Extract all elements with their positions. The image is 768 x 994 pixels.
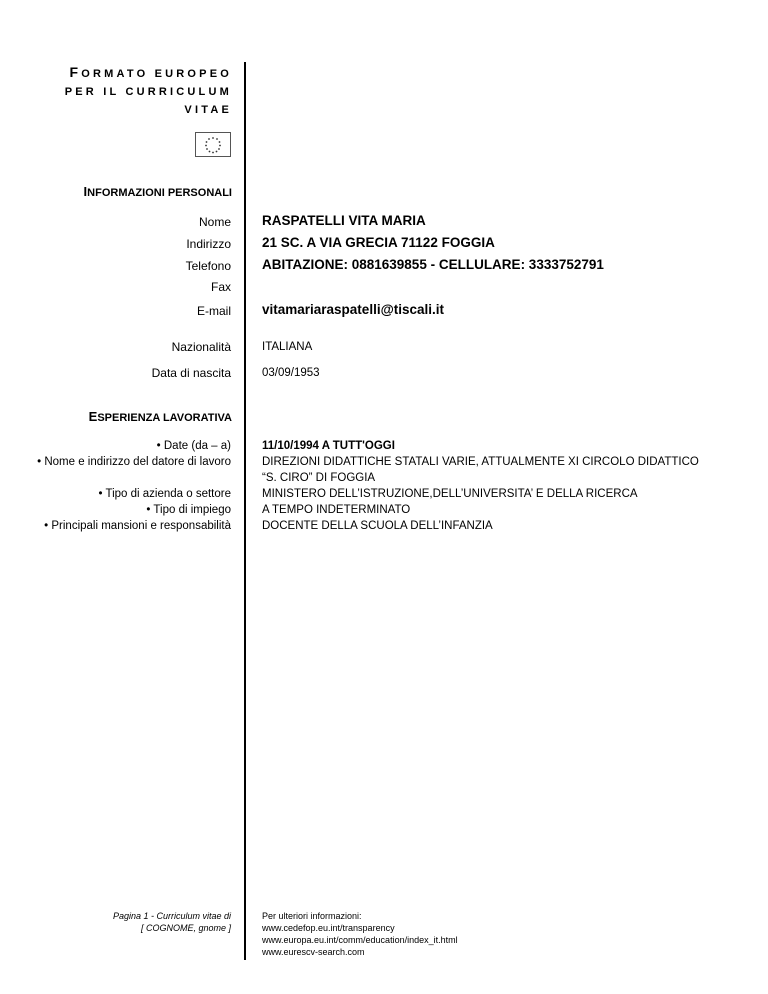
value-sector: MINISTERO DELL’ISTRUZIONE,DELL’UNIVERSITA’ E DELLA RICERCA: [262, 488, 638, 500]
label-fax: Fax: [210, 280, 231, 294]
footer-link-eurescv[interactable]: www.eurescv-search.com: [262, 947, 365, 957]
label-sector: • Tipo di azienda o settore: [98, 488, 231, 500]
value-indirizzo: 21 SC. A VIA GRECIA 71122 FOGGIA: [262, 235, 495, 250]
footer-link-cedefop[interactable]: www.cedefop.eu.int/transparency: [262, 923, 395, 933]
value-email: vitamariaraspatelli@tiscali.it: [262, 302, 444, 317]
cv-title-line-1: FORMATO EUROPEO: [69, 64, 232, 80]
label-nazionalita: Nazionalità: [171, 340, 231, 354]
label-indirizzo: Indirizzo: [186, 237, 231, 251]
cv-title-line-3: VITAE: [184, 104, 232, 116]
label-email: E-mail: [196, 304, 231, 318]
label-dates: • Date (da – a): [156, 440, 231, 452]
value-dates: 11/10/1994 A TUTT'OGGI: [262, 440, 395, 452]
footer-link-europa[interactable]: www.europa.eu.int/comm/education/index_it.html: [262, 935, 458, 945]
label-data-nascita: Data di nascita: [151, 366, 231, 380]
value-job-type: A TEMPO INDETERMINATO: [262, 504, 411, 516]
value-employer: DIREZIONI DIDATTICHE STATALI VARIE, ATTUALMENTE XI CIRCOLO DIDATTICO “S. CIRO” DI FOGGIA: [262, 456, 699, 484]
section-personal-info: INFORMAZIONI PERSONALI: [83, 184, 232, 199]
footer-page-info: Pagina 1 - Curriculum vitae di [ COGNOME, gnome ]: [112, 911, 231, 933]
label-telefono: Telefono: [185, 259, 231, 273]
value-telefono: ABITAZIONE: 0881639855 - CELLULARE: 3333752791: [262, 257, 604, 272]
vertical-divider: [244, 62, 246, 960]
value-nazionalita: ITALIANA: [262, 341, 313, 353]
eu-flag-icon: [195, 132, 231, 157]
label-nome: Nome: [198, 215, 231, 229]
label-employer: • Nome e indirizzo del datore di lavoro: [37, 456, 231, 468]
value-data-nascita: 03/09/1953: [262, 367, 320, 379]
value-duties: DOCENTE DELLA SCUOLA DELL’INFANZIA: [262, 520, 493, 532]
label-duties: • Principali mansioni e responsabilità: [44, 520, 231, 532]
cv-title-line-2: PER IL CURRICULUM: [64, 86, 232, 98]
footer-links: [262, 910, 458, 958]
label-job-type: • Tipo di impiego: [146, 504, 231, 516]
value-nome: RASPATELLI VITA MARIA: [262, 213, 426, 228]
footer-info-text: Per ulteriori informazioni:: [262, 911, 362, 921]
section-work-experience: ESPERIENZA LAVORATIVA: [88, 409, 232, 424]
